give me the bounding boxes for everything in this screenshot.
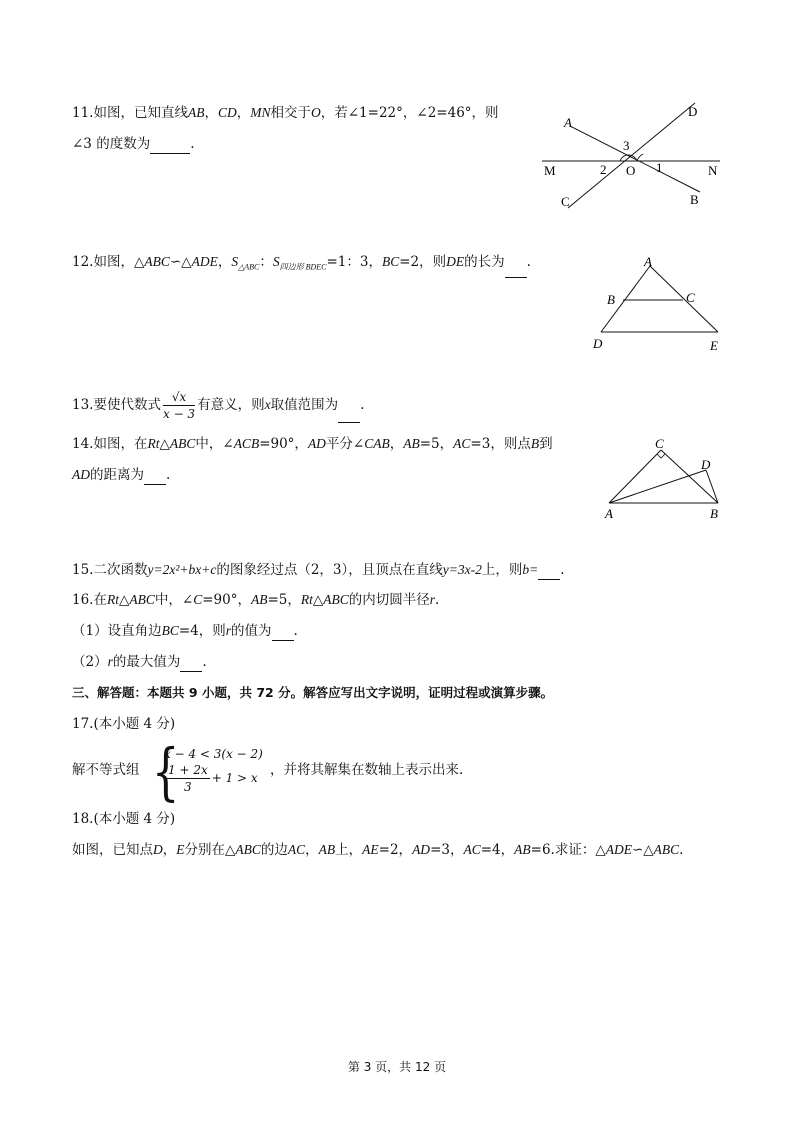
- fraction-sqrt-x: $\frac{√x}{x - 3}$: [162, 390, 196, 421]
- angle-label-3: 3: [623, 138, 630, 153]
- point-label-B: B: [710, 506, 718, 521]
- question-11-line2: ∠3 的度数为 .: [72, 136, 195, 152]
- figure-q12: [585, 252, 735, 357]
- point-label-B: B: [690, 192, 699, 207]
- answer-blank[interactable]: [144, 470, 166, 485]
- answer-blank[interactable]: [272, 626, 294, 641]
- figure-q11: [530, 100, 730, 215]
- point-label-A: A: [644, 254, 652, 269]
- point-label-A: A: [605, 506, 613, 521]
- answer-blank[interactable]: [180, 657, 202, 672]
- question-15: 15.二次函数y=2x²+bx+c的图象经过点（2，3），且顶点在直线y=3x-2上，则b= .: [72, 562, 565, 578]
- point-label-C: C: [561, 194, 570, 209]
- angle-label-1: 1: [656, 160, 663, 175]
- point-label-D: D: [593, 336, 603, 351]
- question-18: 如图，已知点D，E分别在△ABC的边AC，AB上，AE=2，AD=3，AC=4，AB=6.求证：△ADE∽△ABC.: [72, 842, 684, 858]
- inequality-1: x − 4 < 3(x − 2): [164, 747, 263, 761]
- question-11-line1: 11.如图，已知直线AB，CD，MN相交于O，若∠1=22°，∠2=46°，则: [72, 105, 499, 121]
- section-3-header: 三、解答题：本题共 9 小题，共 72 分。解答应写出文字说明，证明过程或演算步骤。: [72, 685, 554, 700]
- question-12: 12.如图，△ABC∽△ADE，$S_{\triangle ABC}$：$S_{四边形 BDEC}=1$：3，BC=2，则DE的长为 .: [72, 252, 531, 278]
- question-16: 16.在Rt△ABC中，∠C=90°，AB=5，Rt△ABC的内切圆半径r.: [72, 592, 440, 608]
- answer-blank[interactable]: [538, 565, 560, 580]
- question-13: 13.要使代数式 $\frac{√x}{x - 3}$ 有意义，则x取值范围为 .: [72, 390, 365, 421]
- point-label-M: M: [544, 163, 556, 178]
- point-label-B: B: [607, 292, 615, 307]
- answer-blank[interactable]: [150, 139, 190, 154]
- question-17-lead: 解不等式组: [72, 762, 140, 778]
- question-17-header: 17.(本小题 4 分): [72, 716, 176, 732]
- inequality-2: $\frac{1 + 2x}{3}$ + 1 > x: [168, 763, 258, 794]
- system-brace: {: [151, 735, 180, 808]
- question-14-line2: AD的距离为 .: [72, 467, 171, 483]
- point-label-C: C: [655, 436, 664, 451]
- question-16-part1: （1）设直角边BC=4，则r的值为 .: [72, 623, 298, 639]
- answer-blank[interactable]: [505, 263, 527, 278]
- angle-label-2: 2: [600, 162, 607, 177]
- question-17-tail: ，并将其解集在数轴上表示出来.: [270, 762, 464, 778]
- point-label-D: D: [701, 457, 711, 472]
- figure-q14: [595, 432, 735, 524]
- point-label-C: C: [686, 290, 695, 305]
- question-18-header: 18.(本小题 4 分): [72, 811, 176, 827]
- point-label-O: O: [626, 163, 636, 178]
- answer-blank[interactable]: [338, 408, 360, 423]
- page-footer: 第 3 页，共 12 页: [347, 1060, 447, 1074]
- question-16-part2: （2）r的最大值为 .: [72, 654, 207, 670]
- question-14-line1: 14.如图，在Rt△ABC中，∠ACB=90°，AD平分∠CAB，AB=5，AC=3，则点B到: [72, 436, 553, 452]
- point-label-E: E: [710, 338, 718, 353]
- point-label-N: N: [708, 163, 718, 178]
- point-label-A: A: [564, 115, 572, 130]
- point-label-D: D: [688, 104, 698, 119]
